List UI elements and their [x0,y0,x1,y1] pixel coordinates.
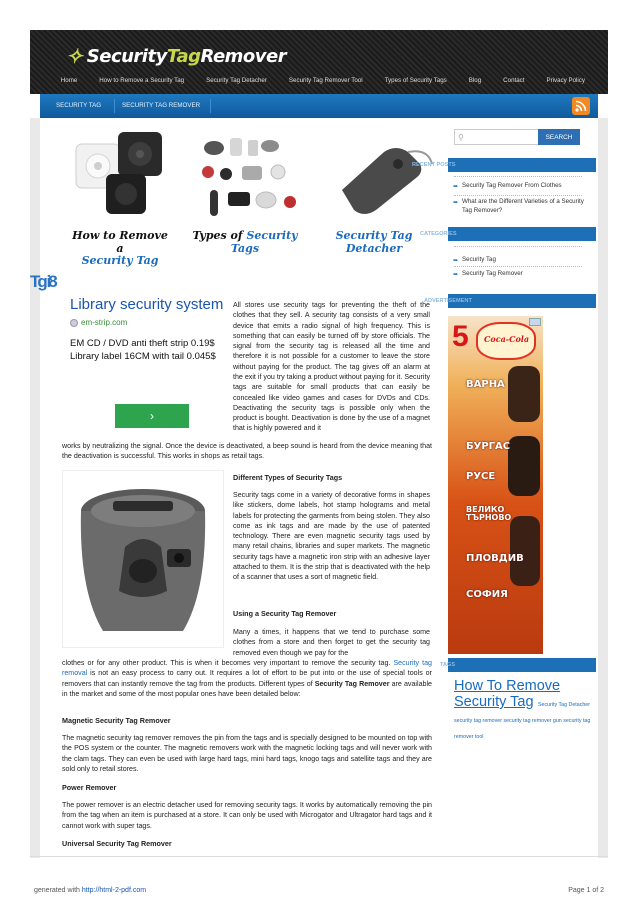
arrow-icon: ➥ [453,272,459,278]
tag-cloud-small-tags[interactable]: Security Tag Detacher security tag remover security tag remover gun security tag remover tool [454,702,591,741]
tag-types-image [194,130,308,222]
hero-caption-detacher-line1: Security Tag [335,229,413,242]
search-button[interactable]: SEARCH [538,129,580,145]
sidebar-heading-tags-label: TAGS [440,662,456,668]
nav-how-to-remove[interactable]: How to Remove a Security Tag [99,77,185,84]
pdf-footer-credit [34,887,146,894]
arrow-icon: ➥ [453,200,459,206]
article-paragraph-1: All stores use security tags for preventing the theft of the clothes that they sell. A security tag consists of a very small device that emits a radio signal of high frequency. This is something that can easily be turned off by store officials. The signal from the security tag is released all the time and therefore it is not possible for a customer to leave the store without paying for the product. The tag gives off an alarm at the exit if you try taking a product without paying for it. Security tags are suitable for small products that can easily be concealed like video games and cases for DVDs and CDs. Deactivating the security tags is possible only when the product is bought. Deactivation is done by the use of a magnet that is highly powered and it [233,301,430,433]
category-divider [210,99,211,113]
adchoices-icon[interactable] [529,318,541,326]
section-heading-universal: Universal Security Tag Remover [62,839,172,848]
article-paragraph-4: The magnetic security tag remover removes the pin from the tags and is specially designed to be mounted on top with the POS system or the counter. The magnetic removers work with the magnetic locking tags and will never work with the clam tags. They can even be used with large hard tags, mini hard tags, knogo tags and satellite tags and they are sold only to retail stores. [62,734,432,773]
arrow-icon: ➥ [453,258,459,264]
logo-text-part2: Tag [166,45,201,67]
text-advertisement[interactable] [70,296,228,364]
category-bar [40,94,598,118]
tag-how-to-remove[interactable]: How To Remove [454,678,561,694]
article-paragraph-3-bold: Security Tag Remover [314,679,390,688]
divider [454,246,582,247]
nav-privacy-policy[interactable]: Privacy Policy [546,77,585,84]
top-navigation [30,77,608,84]
nav-types[interactable]: Types of Security Tags [384,77,447,84]
hero-caption-detacher-line2: Detacher [345,241,403,255]
hero-caption-remove [70,230,170,268]
hero-caption-types-word1: Types of [192,229,243,242]
article-paragraph-3: Many a times, it happens that we tend to purchase some clothes from a store and then forget to get the security tag removed even though we pay for the [233,628,430,657]
logo-text [87,46,286,67]
logo-icon: ✧ [66,44,83,68]
chevron-right-icon: › [150,409,154,423]
logo-text-part1: Security [86,45,167,67]
tag-cloud [454,678,594,742]
banner-city-2: БУРГАС [466,441,511,452]
hero-caption-types [190,230,300,255]
section-heading-magnetic: Magnetic Security Tag Remover [62,716,171,725]
security-tag-remover-device-image [62,470,224,648]
site-logo[interactable] [66,44,286,68]
article-paragraph-3-text-c: are available in the market and some of the most popular ones have been detailed below: [62,679,432,698]
ad-title[interactable]: Library security system [70,296,224,313]
banner-city-6: СОФИЯ [466,589,508,600]
category-link-security-tag-remover[interactable]: SECURITY TAG REMOVER [122,102,201,109]
ad-open-button[interactable] [115,404,189,428]
section-heading-power: Power Remover [62,783,117,792]
security-tag-products-image [66,130,176,222]
category-divider [114,99,115,113]
pdf-generator-link[interactable]: http://html-2-pdf.com [81,887,147,894]
section-heading-using-remover: Using a Security Tag Remover [233,609,337,618]
rss-icon[interactable] [572,97,590,115]
sidebar-heading-recent-posts [448,158,596,172]
banner-performer-photo [510,516,540,586]
ad-domain-text: em-strip.com [81,318,128,327]
category-link-2[interactable]: Security Tag Remover [462,270,523,277]
ad-domain[interactable] [70,318,228,327]
banner-advertisement[interactable] [448,316,543,654]
recent-post-link-1[interactable]: Security Tag Remover From Clothes [462,182,562,189]
article-paragraph-2: Security tags come in a variety of decorative forms in shapes like stickers, dome labels, hot stamp holograms and metal labels for protecting the garments from being stolen. They also come as ink tags and are made by the use of patented technology. There are even magnetic security tags used by many retail chains, libraries and super markets. The magnetic security tags have a magnetic iron strip with an adhesive layer attached to them. It is the strip that is deactivated with the help of a scanner that uses a sort of magnetic field. [233,491,430,582]
hero-caption-types-line1 [190,230,300,243]
nav-remover-tool[interactable]: Security Tag Remover Tool [288,77,363,84]
nav-detacher[interactable]: Security Tag Detacher [206,77,267,84]
coca-cola-logo-text: Coca-Cola [484,334,530,344]
hero-caption-remove-line2: Security Tag [81,254,159,268]
divider [454,176,582,177]
device-illustration [63,471,223,647]
page-number: Page 1 of 2 [568,887,604,894]
category-link-security-tag[interactable]: SECURITY TAG [56,102,102,109]
divider [454,195,582,196]
article-paragraph-3-continued [62,658,432,699]
banner-number: 5 [452,320,469,353]
article-paragraph-5: The power remover is an electric detacher used for removing security tags. It works by automatically removing the pin from the tag when an item is purchased at a store. It can only be used with Microgator and Ultragator hard tags and it cannot work with super tags. [62,801,432,830]
page-bottom-rule [30,856,608,857]
section-heading-types: Different Types of Security Tags [233,473,343,482]
banner-city-4: ВЕЛИКО ТЪРНОВО [466,505,512,522]
sidebar-heading-categories [448,227,596,241]
article-paragraph-1-continued: works by neutralizing the signal. Once the device is deactivated, a beep sound is heard from the device meaning that the deactivation is successful. This works in shops as retail tags. [62,442,432,461]
banner-city-3: РУСЕ [466,471,496,482]
content-frame-left [30,118,40,858]
divider [454,266,582,267]
detacher-tool-image [324,130,438,222]
sidebar-heading-tags [448,658,596,672]
pdf-footer-prefix: generated with [34,887,82,894]
category-link-1[interactable]: Security Tag [462,256,496,263]
site-header [30,30,608,94]
tag-security-tag[interactable]: Security Tag [454,694,534,710]
security-tag-removal-link[interactable]: Security tag removal [62,659,432,678]
ad-description: EM CD / DVD anti theft strip 0.19$ Library label 16CM with tail 0.045$ [70,338,216,363]
banner-performer-photo [508,366,540,422]
sidebar-heading-recent-posts-label: RECENT POSTS [412,162,456,168]
hero-caption-remove-line1: How to Remove a [72,229,168,255]
hero-image [60,126,440,266]
globe-icon [70,319,78,327]
article-paragraph-3-text-b: is not an easy process to carry out. It requires a lot of effort to be put into or the use of special tools or removers that can instantly remove the tag from the products. Different types of [62,669,432,688]
nav-contact[interactable]: Contact [503,77,525,84]
search-icon: ⚲ [458,133,464,142]
logo-text-part3: Remover [200,45,287,67]
content-frame-right [598,118,608,858]
nav-blog[interactable]: Blog [468,77,482,84]
banner-performer-photo [508,436,540,496]
banner-city-5: ПЛОВДИВ [466,553,524,564]
banner-city-1: ВАРНА [466,379,505,390]
sidebar-heading-categories-label: CATEGORIES [420,231,457,237]
hero-caption-detacher [322,230,426,255]
hero-caption-types-line2: Tags [230,241,260,255]
nav-home[interactable]: Home [60,77,78,84]
recent-post-link-2[interactable]: What are the Different Varieties of a Security Tag Remover? [462,198,584,214]
hero-caption-types-word2: Security [246,229,298,242]
arrow-icon: ➥ [453,184,459,190]
article-paragraph-3-text-a: clothes or for any other product. This is when it becomes very important to remove the security tag. [62,659,391,667]
sidebar-heading-advertisement-label: ADVERTISEMENT [424,298,472,304]
ad-badge: Tg i8 [30,272,55,291]
